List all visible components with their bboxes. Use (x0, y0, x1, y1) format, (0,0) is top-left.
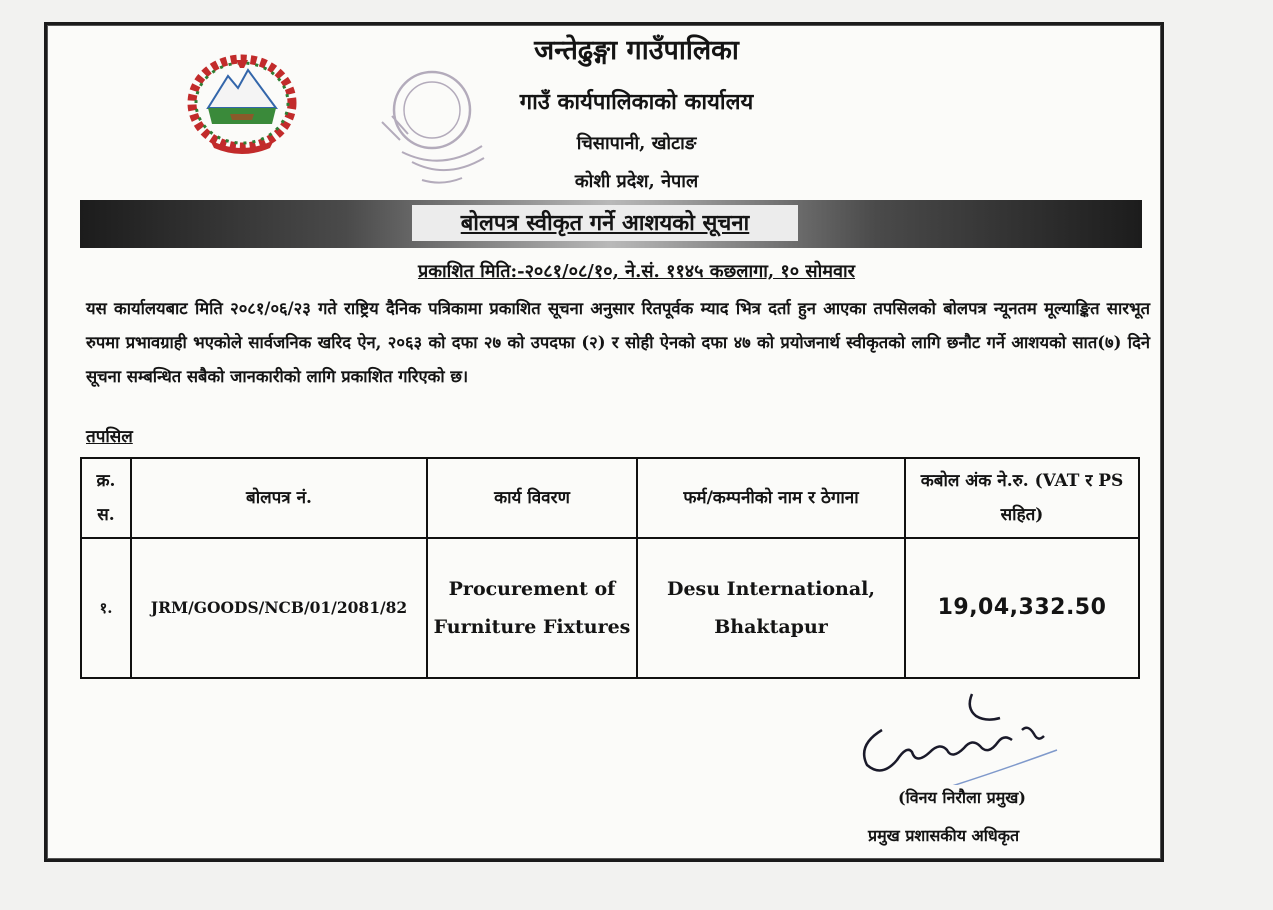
cell-work-description: Procurement of Furniture Fixtures (427, 538, 637, 678)
header-work-description: कार्य विवरण (427, 458, 637, 538)
header-bid-number: बोलपत्र नं. (131, 458, 427, 538)
bid-table (80, 457, 1140, 679)
header-serial: क्र. स. (81, 458, 131, 538)
notice-title: बोलपत्र स्वीकृत गर्ने आशयको सूचना (412, 205, 798, 241)
notice-body: यस कार्यालयबाट मिति २०८१/०६/२३ गते राष्ट्रिय दैनिक पत्रिकामा प्रकाशित सूचना अनुसार रितपूर्वक म्याद भित्र दर्ता हुन आएका तपसिलको बोलपत्र न्यूनतम मूल्याङ्कित सारभूत रुपमा प्रभावग्राही भएकोले सार्वजनिक खरिद ऐन, २०६३ को दफा २७ को उपदफा (२) र सोही ऐनको दफा ४७ को प्रयोजनार्थ स्वीकृतको लागि छनौट गर्ने आशयको सात(७) दिने सूचना सम्बन्धित सबैको जानकारीको लागि प्रकाशित गरिएको छ। (86, 299, 1150, 386)
office-name: गाउँ कार्यपालिकाको कार्यालय (519, 89, 754, 115)
header-amount: कबोल अंक ने.रु. (VAT र PS सहित) (905, 458, 1139, 538)
cell-bid-number: JRM/GOODS/NCB/01/2081/82 (131, 538, 427, 678)
handwritten-signature-icon (852, 690, 1062, 785)
signatory-title: प्रमुख प्रशासकीय अधिकृत (868, 826, 1020, 845)
published-date: प्रकाशित मिति:-२०८१/०८/१०, ने.सं. ११४५ कछलागा, १० सोमवार (417, 261, 856, 282)
address-line-2: कोशी प्रदेश, नेपाल (574, 171, 699, 192)
cell-amount: 19,04,332.50 (905, 538, 1139, 678)
organization-name: जन्तेढुङ्गा गाउँपालिका (534, 35, 739, 66)
cell-serial: १. (81, 538, 131, 678)
table-row (81, 538, 1139, 678)
address-line-1: चिसापानी, खोटाङ (576, 133, 697, 154)
signatory-name: (विनय निरौला प्रमुख) (898, 788, 1026, 807)
cell-firm: Desu International, Bhaktapur (637, 538, 905, 678)
table-header-row (81, 458, 1139, 538)
header-firm: फर्म/कम्पनीको नाम र ठेगाना (637, 458, 905, 538)
schedule-label: तपसिल (86, 427, 133, 447)
